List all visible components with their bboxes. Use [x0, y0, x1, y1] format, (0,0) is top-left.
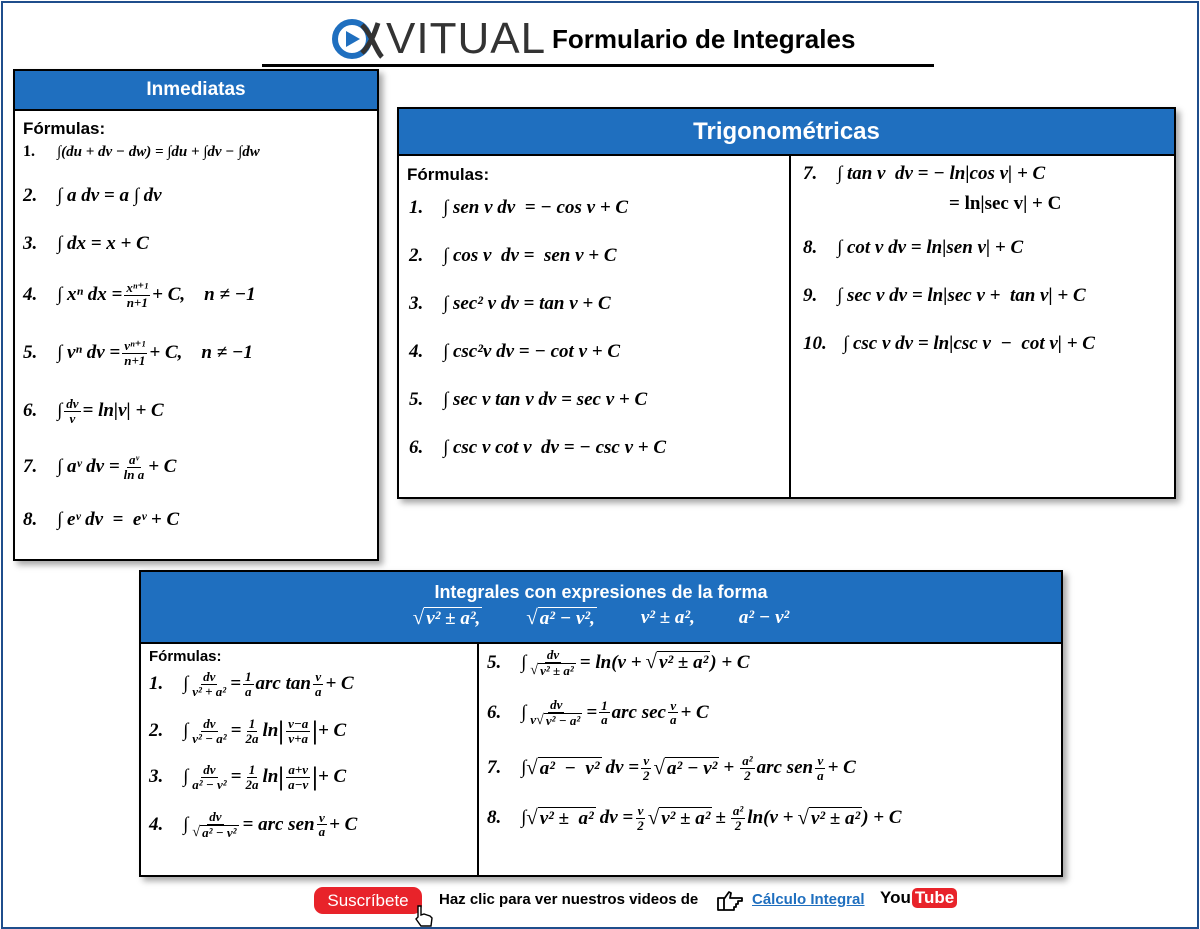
logo: [332, 16, 546, 62]
formas-formula-5: 5. ∫ dv √ v² ± a² = ln(v + √ v² ± a² ) + C: [487, 647, 750, 678]
cursor-hand-icon: [412, 904, 438, 928]
page-title: Formulario de Integrales: [552, 24, 856, 54]
logo-text: VITUAL: [386, 14, 547, 63]
trig-formula-2: 2. ∫ cos v dv = sen v + C: [409, 245, 617, 266]
youtube-tube: Tube: [912, 888, 957, 908]
inmediatas-formula-1: 1. ∫(du + dv − dw) = ∫du + ∫dv − ∫dw: [23, 143, 260, 160]
alpha-logo-icon: [332, 17, 384, 61]
inmediatas-formula-2: 2. ∫ a dv = a ∫ dv: [23, 185, 162, 206]
formas-formula-3: 3. ∫ $\frac{dv}{\text{a² − v²}}$ = $\frac{1}{2a}$ ln | $\frac{a+v}{a-v}$ | + C: [149, 761, 347, 792]
formas-forms-row: [141, 607, 1061, 630]
inmediatas-formula-8: 8. ∫ eᵛ dv = eᵛ + C: [23, 509, 180, 530]
trig-formula-9: 9. ∫ sec v dv = ln|sec v + tan v| + C: [803, 285, 1086, 306]
form-4: a² − v²: [738, 607, 790, 628]
trig-formula-7: 7. ∫ tan v dv = − ln|cos v| + C: [803, 163, 1046, 184]
trigonometricas-box: [397, 107, 1176, 499]
inmediatas-title: Inmediatas: [15, 71, 377, 111]
inmediatas-formula-5: 5. ∫ vⁿ dv = $\frac{\text{vⁿ⁺¹}}{n+1}$ + C, n ≠ −1: [23, 338, 253, 368]
formas-formula-4: 4. ∫ dv √ a² − v² = arc sen $\frac{v}{a}$ + C: [149, 809, 358, 840]
formas-formulas-label: Fórmulas:: [149, 648, 222, 665]
formas-formula-2: 2. ∫ $\frac{dv}{\text{v² − a²}}$ = $\frac{1}{2a}$ ln | $\frac{v-a}{v+a}$ | + C: [149, 715, 347, 746]
trig-divider: [789, 156, 791, 497]
trig-formulas-label: Fórmulas:: [407, 165, 490, 184]
formas-formula-8: 8. ∫ √ v² ± a² dv = $\frac{v}{2}$ √ v² ± a² ± $\frac{\text{a²}}{2}$ ln(v + √ v² ± a² ) + C: [487, 803, 902, 833]
footer-text: Haz clic para ver nuestros videos de: [439, 891, 699, 908]
formas-box: [139, 570, 1063, 877]
trig-formula-8: 8. ∫ cot v dv = ln|sen v| + C: [803, 237, 1024, 258]
trig-formula-5: 5. ∫ sec v tan v dv = sec v + C: [409, 389, 648, 410]
trig-formula-10: 10. ∫ csc v dv = ln|csc v − cot v| + C: [803, 333, 1095, 354]
header: [262, 10, 934, 67]
form-3: v² ± a²,: [640, 607, 695, 628]
trig-formula-1: 1. ∫ sen v dv = − cos v + C: [409, 197, 629, 218]
inmediatas-formulas-label: Fórmulas:: [23, 119, 106, 138]
trig-formula-3: 3. ∫ sec² v dv = tan v + C: [409, 293, 611, 314]
subscribe-button[interactable]: Suscríbete: [314, 887, 422, 914]
formas-header: [141, 572, 1061, 644]
form-sqrt-2: √ a² − v²,: [526, 605, 595, 629]
calculo-integral-link[interactable]: Cálculo Integral: [752, 891, 865, 908]
trig-formula-6: 6. ∫ csc v cot v dv = − csc v + C: [409, 437, 667, 458]
inmediatas-formula-3: 3. ∫ dx = x + C: [23, 233, 149, 254]
inmediatas-formula-7: 7. ∫ aᵛ dv = $\frac{\text{aᵛ}}{\text{ln a}}$ + C: [23, 452, 177, 482]
formas-title: Integrales con expresiones de la forma: [434, 582, 768, 602]
trig-formula-7b: = ln|sec v| + C: [949, 193, 1062, 214]
formas-divider: [477, 644, 479, 875]
formas-formula-6: 6. ∫ dv v √ v² − a² = $\frac{1}{a}$ arc sec $\frac{v}{a}$ + C: [487, 697, 709, 728]
youtube-you: You: [880, 888, 911, 907]
inmediatas-box: [13, 69, 379, 561]
inmediatas-formula-6: 6. ∫ $\frac{dv}{v}$ = ln|v| + C: [23, 396, 164, 426]
trigonometricas-title: Trigonométricas: [399, 109, 1174, 156]
formas-formula-7: 7. ∫ √ a² − v² dv = $\frac{v}{2}$ √ a² − v² + $\frac{\text{a²}}{2}$ arc sen $\frac{v}{a}$ + C: [487, 753, 856, 783]
inmediatas-formula-4: 4. ∫ xⁿ dx = $\frac{\text{xⁿ⁺¹}}{n+1}$ + C, n ≠ −1: [23, 280, 256, 310]
youtube-logo[interactable]: [880, 888, 957, 908]
formas-formula-1: 1. ∫ $\frac{dv}{\text{v² + a²}}$ = $\frac{1}{a}$ arc tan $\frac{v}{a}$ + C: [149, 669, 354, 699]
form-sqrt-1: √ v² ± a²,: [412, 605, 481, 629]
pointing-hand-icon: [716, 888, 744, 912]
trig-formula-4: 4. ∫ csc²v dv = − cot v + C: [409, 341, 621, 362]
